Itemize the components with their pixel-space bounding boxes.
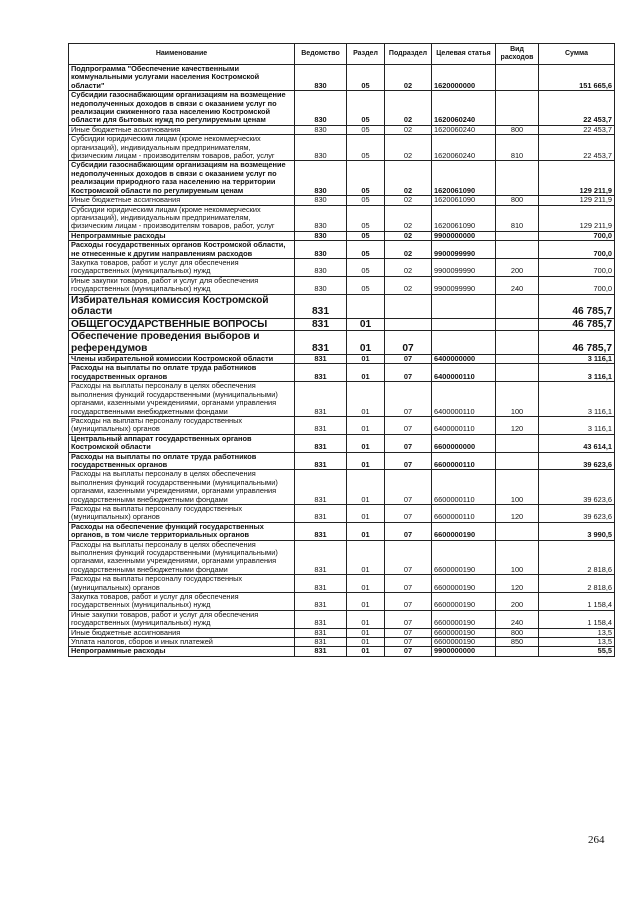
table-header	[69, 44, 615, 65]
row-name-cell: Субсидии юридическим лицам (кроме некоммерческих организаций), индивидуальным предпринимателям, физическим лицам - производителям товаров, работ, услуг	[69, 205, 295, 231]
subsection-code-cell: 07	[385, 628, 432, 637]
row-name-cell: Расходы государственных органов Костромской области, не отнесенные к другим направлениям расходов	[69, 241, 295, 259]
section-code-cell: 01	[347, 382, 385, 417]
row-name-cell: Расходы на выплаты персоналу государственных (муниципальных) органов	[69, 575, 295, 593]
section-code-cell: 01	[347, 647, 385, 656]
amount-cell: 39 623,6	[539, 470, 615, 505]
table-row	[69, 382, 615, 417]
table-row	[69, 610, 615, 628]
target-article-cell: 6600000190	[432, 522, 496, 540]
amount-cell: 1 158,4	[539, 593, 615, 611]
header-row	[69, 44, 615, 65]
subsection-code-cell: 02	[385, 161, 432, 196]
section-code-cell: 01	[347, 593, 385, 611]
amount-cell: 46 785,7	[539, 294, 615, 318]
subsection-code-cell: 02	[385, 241, 432, 259]
expense-type-cell	[496, 331, 539, 355]
target-article-cell: 6600000110	[432, 452, 496, 470]
amount-cell: 700,0	[539, 276, 615, 294]
table-row	[69, 241, 615, 259]
subsection-code-cell: 02	[385, 276, 432, 294]
target-article-cell: 6400000000	[432, 355, 496, 364]
amount-cell: 43 614,1	[539, 434, 615, 452]
table-row	[69, 647, 615, 656]
amount-cell: 3 116,1	[539, 355, 615, 364]
department-code-cell: 830	[295, 65, 347, 91]
row-name-cell: Субсидии юридическим лицам (кроме некоммерческих организаций), индивидуальным предпринимателям, физическим лицам - производителям товаров, работ, услуг	[69, 135, 295, 161]
subsection-code-cell: 07	[385, 331, 432, 355]
amount-cell: 13,5	[539, 638, 615, 647]
expense-type-cell	[496, 91, 539, 126]
section-code-cell: 01	[347, 416, 385, 434]
table-row	[69, 276, 615, 294]
table-row	[69, 196, 615, 205]
amount-cell: 700,0	[539, 258, 615, 276]
section-code-cell: 05	[347, 91, 385, 126]
target-article-cell: 9900099990	[432, 258, 496, 276]
amount-cell: 700,0	[539, 241, 615, 259]
expense-type-cell: 100	[496, 470, 539, 505]
department-code-cell: 831	[295, 452, 347, 470]
table-row	[69, 91, 615, 126]
amount-cell: 700,0	[539, 231, 615, 240]
expense-type-cell	[496, 434, 539, 452]
amount-cell: 3 116,1	[539, 364, 615, 382]
target-article-cell: 1620060240	[432, 125, 496, 134]
subsection-code-cell	[385, 294, 432, 318]
column-header-subsection: Подраздел	[385, 44, 432, 65]
row-name-cell: Члены избирательной комиссии Костромской области	[69, 355, 295, 364]
section-code-cell: 01	[347, 318, 385, 331]
subsection-code-cell: 02	[385, 196, 432, 205]
amount-cell: 3 990,5	[539, 522, 615, 540]
table-row	[69, 452, 615, 470]
row-name-cell: Расходы на выплаты персоналу государственных (муниципальных) органов	[69, 504, 295, 522]
department-code-cell: 831	[295, 638, 347, 647]
target-article-cell: 6600000190	[432, 638, 496, 647]
section-code-cell: 01	[347, 504, 385, 522]
department-code-cell: 830	[295, 196, 347, 205]
section-code-cell: 05	[347, 135, 385, 161]
row-name-cell: Уплата налогов, сборов и иных платежей	[69, 638, 295, 647]
target-article-cell	[432, 294, 496, 318]
department-code-cell: 831	[295, 355, 347, 364]
amount-cell: 129 211,9	[539, 196, 615, 205]
subsection-code-cell: 02	[385, 135, 432, 161]
expense-type-cell	[496, 318, 539, 331]
row-name-cell: Непрограммные расходы	[69, 647, 295, 656]
subsection-code-cell: 02	[385, 258, 432, 276]
expense-type-cell: 810	[496, 205, 539, 231]
target-article-cell: 9900000000	[432, 231, 496, 240]
table-row	[69, 318, 615, 331]
department-code-cell: 831	[295, 540, 347, 575]
target-article-cell: 6600000190	[432, 628, 496, 637]
expense-type-cell: 100	[496, 382, 539, 417]
amount-cell: 2 818,6	[539, 575, 615, 593]
target-article-cell: 6600000190	[432, 593, 496, 611]
expense-type-cell: 800	[496, 628, 539, 637]
row-name-cell: Расходы на выплаты по оплате труда работников государственных органов	[69, 452, 295, 470]
department-code-cell: 830	[295, 125, 347, 134]
department-code-cell: 831	[295, 434, 347, 452]
section-code-cell: 01	[347, 434, 385, 452]
target-article-cell: 6600000110	[432, 504, 496, 522]
subsection-code-cell: 02	[385, 65, 432, 91]
department-code-cell: 831	[295, 470, 347, 505]
department-code-cell: 831	[295, 331, 347, 355]
expense-type-cell	[496, 364, 539, 382]
department-code-cell: 831	[295, 593, 347, 611]
table-row	[69, 331, 615, 355]
target-article-cell: 6600000190	[432, 540, 496, 575]
table-row	[69, 416, 615, 434]
expense-type-cell: 100	[496, 540, 539, 575]
department-code-cell: 830	[295, 276, 347, 294]
subsection-code-cell: 07	[385, 522, 432, 540]
row-name-cell: Иные бюджетные ассигнования	[69, 196, 295, 205]
row-name-cell: Субсидии газоснабжающим организациям на возмещение недополученных доходов в связи с оказанием услуг по реализации сжиженного газа населению Костромской области для бытовых нужд по регулируемым ценам	[69, 91, 295, 126]
subsection-code-cell: 02	[385, 125, 432, 134]
subsection-code-cell: 07	[385, 575, 432, 593]
table-row	[69, 258, 615, 276]
amount-cell: 46 785,7	[539, 318, 615, 331]
section-code-cell: 05	[347, 161, 385, 196]
expense-type-cell	[496, 355, 539, 364]
expense-type-cell: 240	[496, 276, 539, 294]
department-code-cell: 831	[295, 575, 347, 593]
subsection-code-cell: 07	[385, 504, 432, 522]
amount-cell: 39 623,6	[539, 452, 615, 470]
amount-cell: 22 453,7	[539, 125, 615, 134]
department-code-cell: 830	[295, 241, 347, 259]
expense-type-cell: 200	[496, 258, 539, 276]
table-row	[69, 434, 615, 452]
subsection-code-cell: 07	[385, 593, 432, 611]
subsection-code-cell: 07	[385, 647, 432, 656]
row-name-cell: Подпрограмма "Обеспечение качественными коммунальными услугами населения Костромской области"	[69, 65, 295, 91]
target-article-cell: 6400000110	[432, 416, 496, 434]
target-article-cell: 1620000000	[432, 65, 496, 91]
department-code-cell: 830	[295, 231, 347, 240]
section-code-cell: 01	[347, 540, 385, 575]
department-code-cell: 830	[295, 91, 347, 126]
table-row	[69, 135, 615, 161]
column-header-amount: Сумма	[539, 44, 615, 65]
section-code-cell: 01	[347, 331, 385, 355]
subsection-code-cell: 02	[385, 205, 432, 231]
table-row	[69, 522, 615, 540]
column-header-expense-type: Вид расходов	[496, 44, 539, 65]
department-code-cell: 831	[295, 610, 347, 628]
expense-type-cell: 800	[496, 196, 539, 205]
subsection-code-cell: 07	[385, 355, 432, 364]
section-code-cell: 01	[347, 522, 385, 540]
row-name-cell: ОБЩЕГОСУДАРСТВЕННЫЕ ВОПРОСЫ	[69, 318, 295, 331]
department-code-cell: 831	[295, 382, 347, 417]
target-article-cell: 1620061090	[432, 161, 496, 196]
amount-cell: 3 116,1	[539, 416, 615, 434]
subsection-code-cell: 07	[385, 610, 432, 628]
amount-cell: 13,5	[539, 628, 615, 637]
department-code-cell: 830	[295, 161, 347, 196]
amount-cell: 22 453,7	[539, 135, 615, 161]
amount-cell: 129 211,9	[539, 205, 615, 231]
department-code-cell: 831	[295, 504, 347, 522]
department-code-cell: 831	[295, 294, 347, 318]
table-row	[69, 575, 615, 593]
target-article-cell: 1620060240	[432, 135, 496, 161]
table-row	[69, 294, 615, 318]
section-code-cell: 05	[347, 65, 385, 91]
target-article-cell: 1620060240	[432, 91, 496, 126]
department-code-cell: 831	[295, 522, 347, 540]
expense-type-cell: 850	[496, 638, 539, 647]
page-number: 264	[588, 834, 605, 846]
amount-cell: 22 453,7	[539, 91, 615, 126]
expense-type-cell	[496, 294, 539, 318]
target-article-cell: 6400000110	[432, 382, 496, 417]
row-name-cell: Непрограммные расходы	[69, 231, 295, 240]
target-article-cell: 6600000190	[432, 575, 496, 593]
subsection-code-cell: 07	[385, 434, 432, 452]
table-row	[69, 593, 615, 611]
row-name-cell: Расходы на выплаты по оплате труда работников государственных органов	[69, 364, 295, 382]
table-body	[69, 65, 615, 657]
expense-type-cell	[496, 522, 539, 540]
section-code-cell: 01	[347, 575, 385, 593]
row-name-cell: Расходы на выплаты персоналу государственных (муниципальных) органов	[69, 416, 295, 434]
section-code-cell: 01	[347, 628, 385, 637]
amount-cell: 46 785,7	[539, 331, 615, 355]
target-article-cell: 1620061090	[432, 196, 496, 205]
department-code-cell: 831	[295, 364, 347, 382]
column-header-name: Наименование	[69, 44, 295, 65]
row-name-cell: Иные закупки товаров, работ и услуг для обеспечения государственных (муниципальных) нужд	[69, 276, 295, 294]
subsection-code-cell: 07	[385, 470, 432, 505]
table-row	[69, 470, 615, 505]
column-header-section: Раздел	[347, 44, 385, 65]
table-row	[69, 504, 615, 522]
expense-type-cell: 120	[496, 575, 539, 593]
department-code-cell: 830	[295, 258, 347, 276]
table-row	[69, 364, 615, 382]
subsection-code-cell: 07	[385, 638, 432, 647]
section-code-cell: 01	[347, 355, 385, 364]
department-code-cell: 831	[295, 647, 347, 656]
row-name-cell: Иные бюджетные ассигнования	[69, 125, 295, 134]
section-code-cell: 01	[347, 470, 385, 505]
subsection-code-cell	[385, 318, 432, 331]
section-code-cell: 05	[347, 258, 385, 276]
expense-type-cell	[496, 231, 539, 240]
row-name-cell: Закупка товаров, работ и услуг для обеспечения государственных (муниципальных) нужд	[69, 258, 295, 276]
target-article-cell	[432, 331, 496, 355]
amount-cell: 129 211,9	[539, 161, 615, 196]
target-article-cell	[432, 318, 496, 331]
table-row	[69, 540, 615, 575]
expense-type-cell	[496, 452, 539, 470]
subsection-code-cell: 07	[385, 382, 432, 417]
budget-table	[68, 43, 615, 657]
department-code-cell: 831	[295, 416, 347, 434]
subsection-code-cell: 02	[385, 91, 432, 126]
table-row	[69, 65, 615, 91]
expense-type-cell	[496, 161, 539, 196]
expense-type-cell	[496, 65, 539, 91]
target-article-cell: 9900099990	[432, 276, 496, 294]
target-article-cell: 6600000110	[432, 470, 496, 505]
row-name-cell: Субсидии газоснабжающим организациям на возмещение недополученных доходов в связи с оказанием услуг по реализации природного газа населению на территории Костромской области по регулируемым ценам	[69, 161, 295, 196]
table-row	[69, 205, 615, 231]
subsection-code-cell: 07	[385, 540, 432, 575]
row-name-cell: Центральный аппарат государственных органов Костромской области	[69, 434, 295, 452]
section-code-cell: 01	[347, 638, 385, 647]
section-code-cell: 05	[347, 276, 385, 294]
section-code-cell: 01	[347, 452, 385, 470]
expense-type-cell: 120	[496, 416, 539, 434]
expense-type-cell: 120	[496, 504, 539, 522]
row-name-cell: Расходы на выплаты персоналу в целях обеспечения выполнения функций государственными (муниципальными) органами, казенными учреждениями, органами управления государственными внебюджетными фондами	[69, 382, 295, 417]
expense-type-cell	[496, 647, 539, 656]
section-code-cell	[347, 294, 385, 318]
column-header-department: Ведомство	[295, 44, 347, 65]
row-name-cell: Иные закупки товаров, работ и услуг для обеспечения государственных (муниципальных) нужд	[69, 610, 295, 628]
section-code-cell: 05	[347, 205, 385, 231]
amount-cell: 3 116,1	[539, 382, 615, 417]
target-article-cell: 9900099990	[432, 241, 496, 259]
row-name-cell: Расходы на выплаты персоналу в целях обеспечения выполнения функций государственными (муниципальными) органами, казенными учреждениями, органами управления государственными внебюджетными фондами	[69, 540, 295, 575]
amount-cell: 39 623,6	[539, 504, 615, 522]
target-article-cell: 6400000110	[432, 364, 496, 382]
row-name-cell: Обеспечение проведения выборов и референдумов	[69, 331, 295, 355]
department-code-cell: 830	[295, 205, 347, 231]
section-code-cell: 05	[347, 196, 385, 205]
subsection-code-cell: 07	[385, 452, 432, 470]
column-header-target-article: Целевая статья	[432, 44, 496, 65]
amount-cell: 151 665,6	[539, 65, 615, 91]
department-code-cell: 830	[295, 135, 347, 161]
expense-type-cell: 200	[496, 593, 539, 611]
expense-type-cell: 810	[496, 135, 539, 161]
table-row	[69, 161, 615, 196]
row-name-cell: Иные бюджетные ассигнования	[69, 628, 295, 637]
section-code-cell: 01	[347, 610, 385, 628]
row-name-cell: Закупка товаров, работ и услуг для обеспечения государственных (муниципальных) нужд	[69, 593, 295, 611]
row-name-cell: Избирательная комиссия Костромской области	[69, 294, 295, 318]
amount-cell: 1 158,4	[539, 610, 615, 628]
amount-cell: 2 818,6	[539, 540, 615, 575]
amount-cell: 55,5	[539, 647, 615, 656]
expense-type-cell: 240	[496, 610, 539, 628]
section-code-cell: 05	[347, 231, 385, 240]
subsection-code-cell: 02	[385, 231, 432, 240]
target-article-cell: 1620061090	[432, 205, 496, 231]
row-name-cell: Расходы на выплаты персоналу в целях обеспечения выполнения функций государственными (муниципальными) органами, казенными учреждениями, органами управления государственными внебюджетными фондами	[69, 470, 295, 505]
target-article-cell: 9900000000	[432, 647, 496, 656]
subsection-code-cell: 07	[385, 364, 432, 382]
department-code-cell: 831	[295, 628, 347, 637]
target-article-cell: 6600000190	[432, 610, 496, 628]
row-name-cell: Расходы на обеспечение функций государственных органов, в том числе территориальных органов	[69, 522, 295, 540]
section-code-cell: 05	[347, 125, 385, 134]
section-code-cell: 01	[347, 364, 385, 382]
section-code-cell: 05	[347, 241, 385, 259]
department-code-cell: 831	[295, 318, 347, 331]
target-article-cell: 6600000000	[432, 434, 496, 452]
expense-type-cell	[496, 241, 539, 259]
subsection-code-cell: 07	[385, 416, 432, 434]
expense-type-cell: 800	[496, 125, 539, 134]
